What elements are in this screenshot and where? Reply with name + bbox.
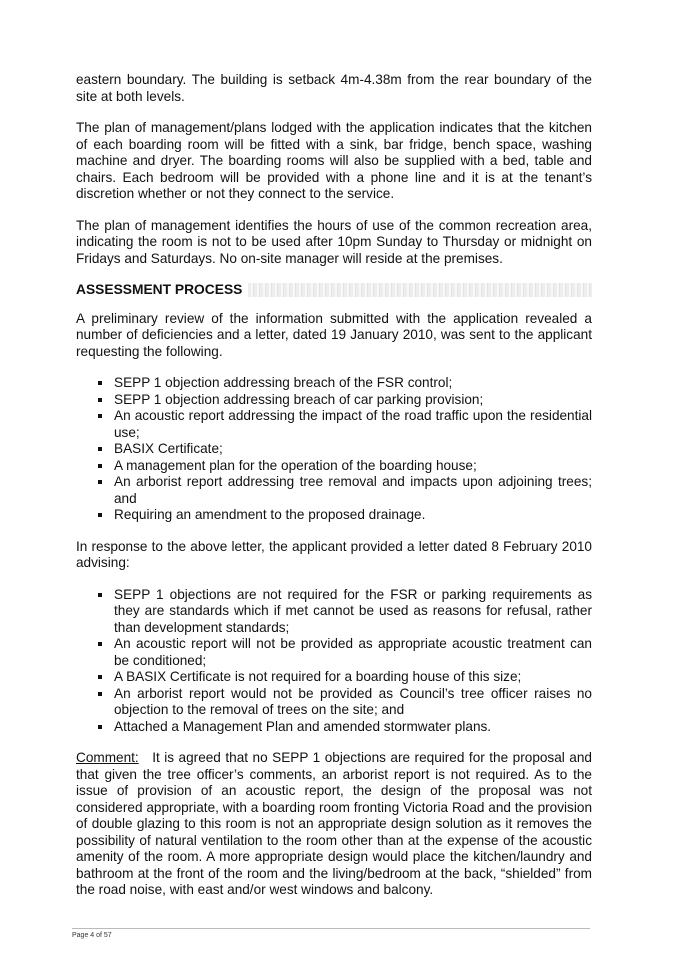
response-list [76,587,592,736]
paragraph-response-intro: In response to the above letter, the applicant provided a letter dated 8 February 2010 advising: [76,538,592,570]
paragraph-hours-of-use: The plan of management identifies the hours of use of the common recreation area, indicating the room is not to be used after 10pm Sunday to Thursday or midnight on Fridays and Saturdays. No on-site manager will reside at the premises. [76,217,592,266]
comment-text: It is agreed that no SEPP 1 objections are required for the proposal and that given the tree officer’s comments, an arborist report is not required. As to the issue of provision of an acoustic report, the design of the proposal was not considered appropriate, with a boarding room fronting Victoria Road and the provision of double glazing to this room is not an appropriate design solution as it removes the possibility of natural ventilation to the room other than at the expense of the acoustic amenity of the room. A more appropriate design would place the kitchen/laundry and bathroom at the front of the room and the living/bedroom at the back, “shielded” from the road noise, with east and/or west windows and balcony. [76,750,592,897]
list-item: An acoustic report addressing the impact of the road traffic upon the residential use; [98,408,592,441]
comment-label: Comment: [76,750,139,765]
list-item: SEPP 1 objection addressing breach of the FSR control; [98,375,592,392]
list-item: A BASIX Certificate is not required for a boarding house of this size; [98,669,592,686]
document-page [76,72,592,914]
paragraph-plan-of-management: The plan of management/plans lodged with the application indicates that the kitchen of each boarding room will be fitted with a sink, bar fridge, bench space, washing machine and dryer. The boarding rooms will also be supplied with a bed, table and chairs. Each bedroom will be provided with a phone line and it is at the tenant’s discretion whether or not they connect to the service. [76,120,592,201]
list-item: Attached a Management Plan and amended stormwater plans. [98,719,592,736]
section-heading [76,282,592,299]
list-item: Requiring an amendment to the proposed drainage. [98,507,592,524]
section-heading-text: ASSESSMENT PROCESS [76,282,243,297]
page-footer [72,928,590,939]
heading-shading [248,283,592,297]
paragraph-preliminary-review: A preliminary review of the information submitted with the application revealed a number of deficiencies and a letter, dated 19 January 2010, was sent to the applicant requesting the following. [76,310,592,359]
request-list [76,375,592,524]
list-item: An arborist report addressing tree removal and impacts upon adjoining trees; and [98,474,592,507]
list-item: An acoustic report will not be provided as appropriate acoustic treatment can be conditioned; [98,636,592,669]
list-item: A management plan for the operation of the boarding house; [98,458,592,475]
paragraph-setback: eastern boundary. The building is setback 4m-4.38m from the rear boundary of the site at both levels. [76,72,592,104]
list-item: SEPP 1 objection addressing breach of car parking provision; [98,392,592,409]
list-item: BASIX Certificate; [98,441,592,458]
list-item: SEPP 1 objections are not required for the FSR or parking requirements as they are standards which if met cannot be used as reasons for refusal, rather than development standards; [98,587,592,637]
paragraph-comment [76,750,592,899]
list-item: An arborist report would not be provided as Council’s tree officer raises no objection to the removal of trees on the site; and [98,686,592,719]
page-number: Page 4 of 57 [72,932,112,939]
